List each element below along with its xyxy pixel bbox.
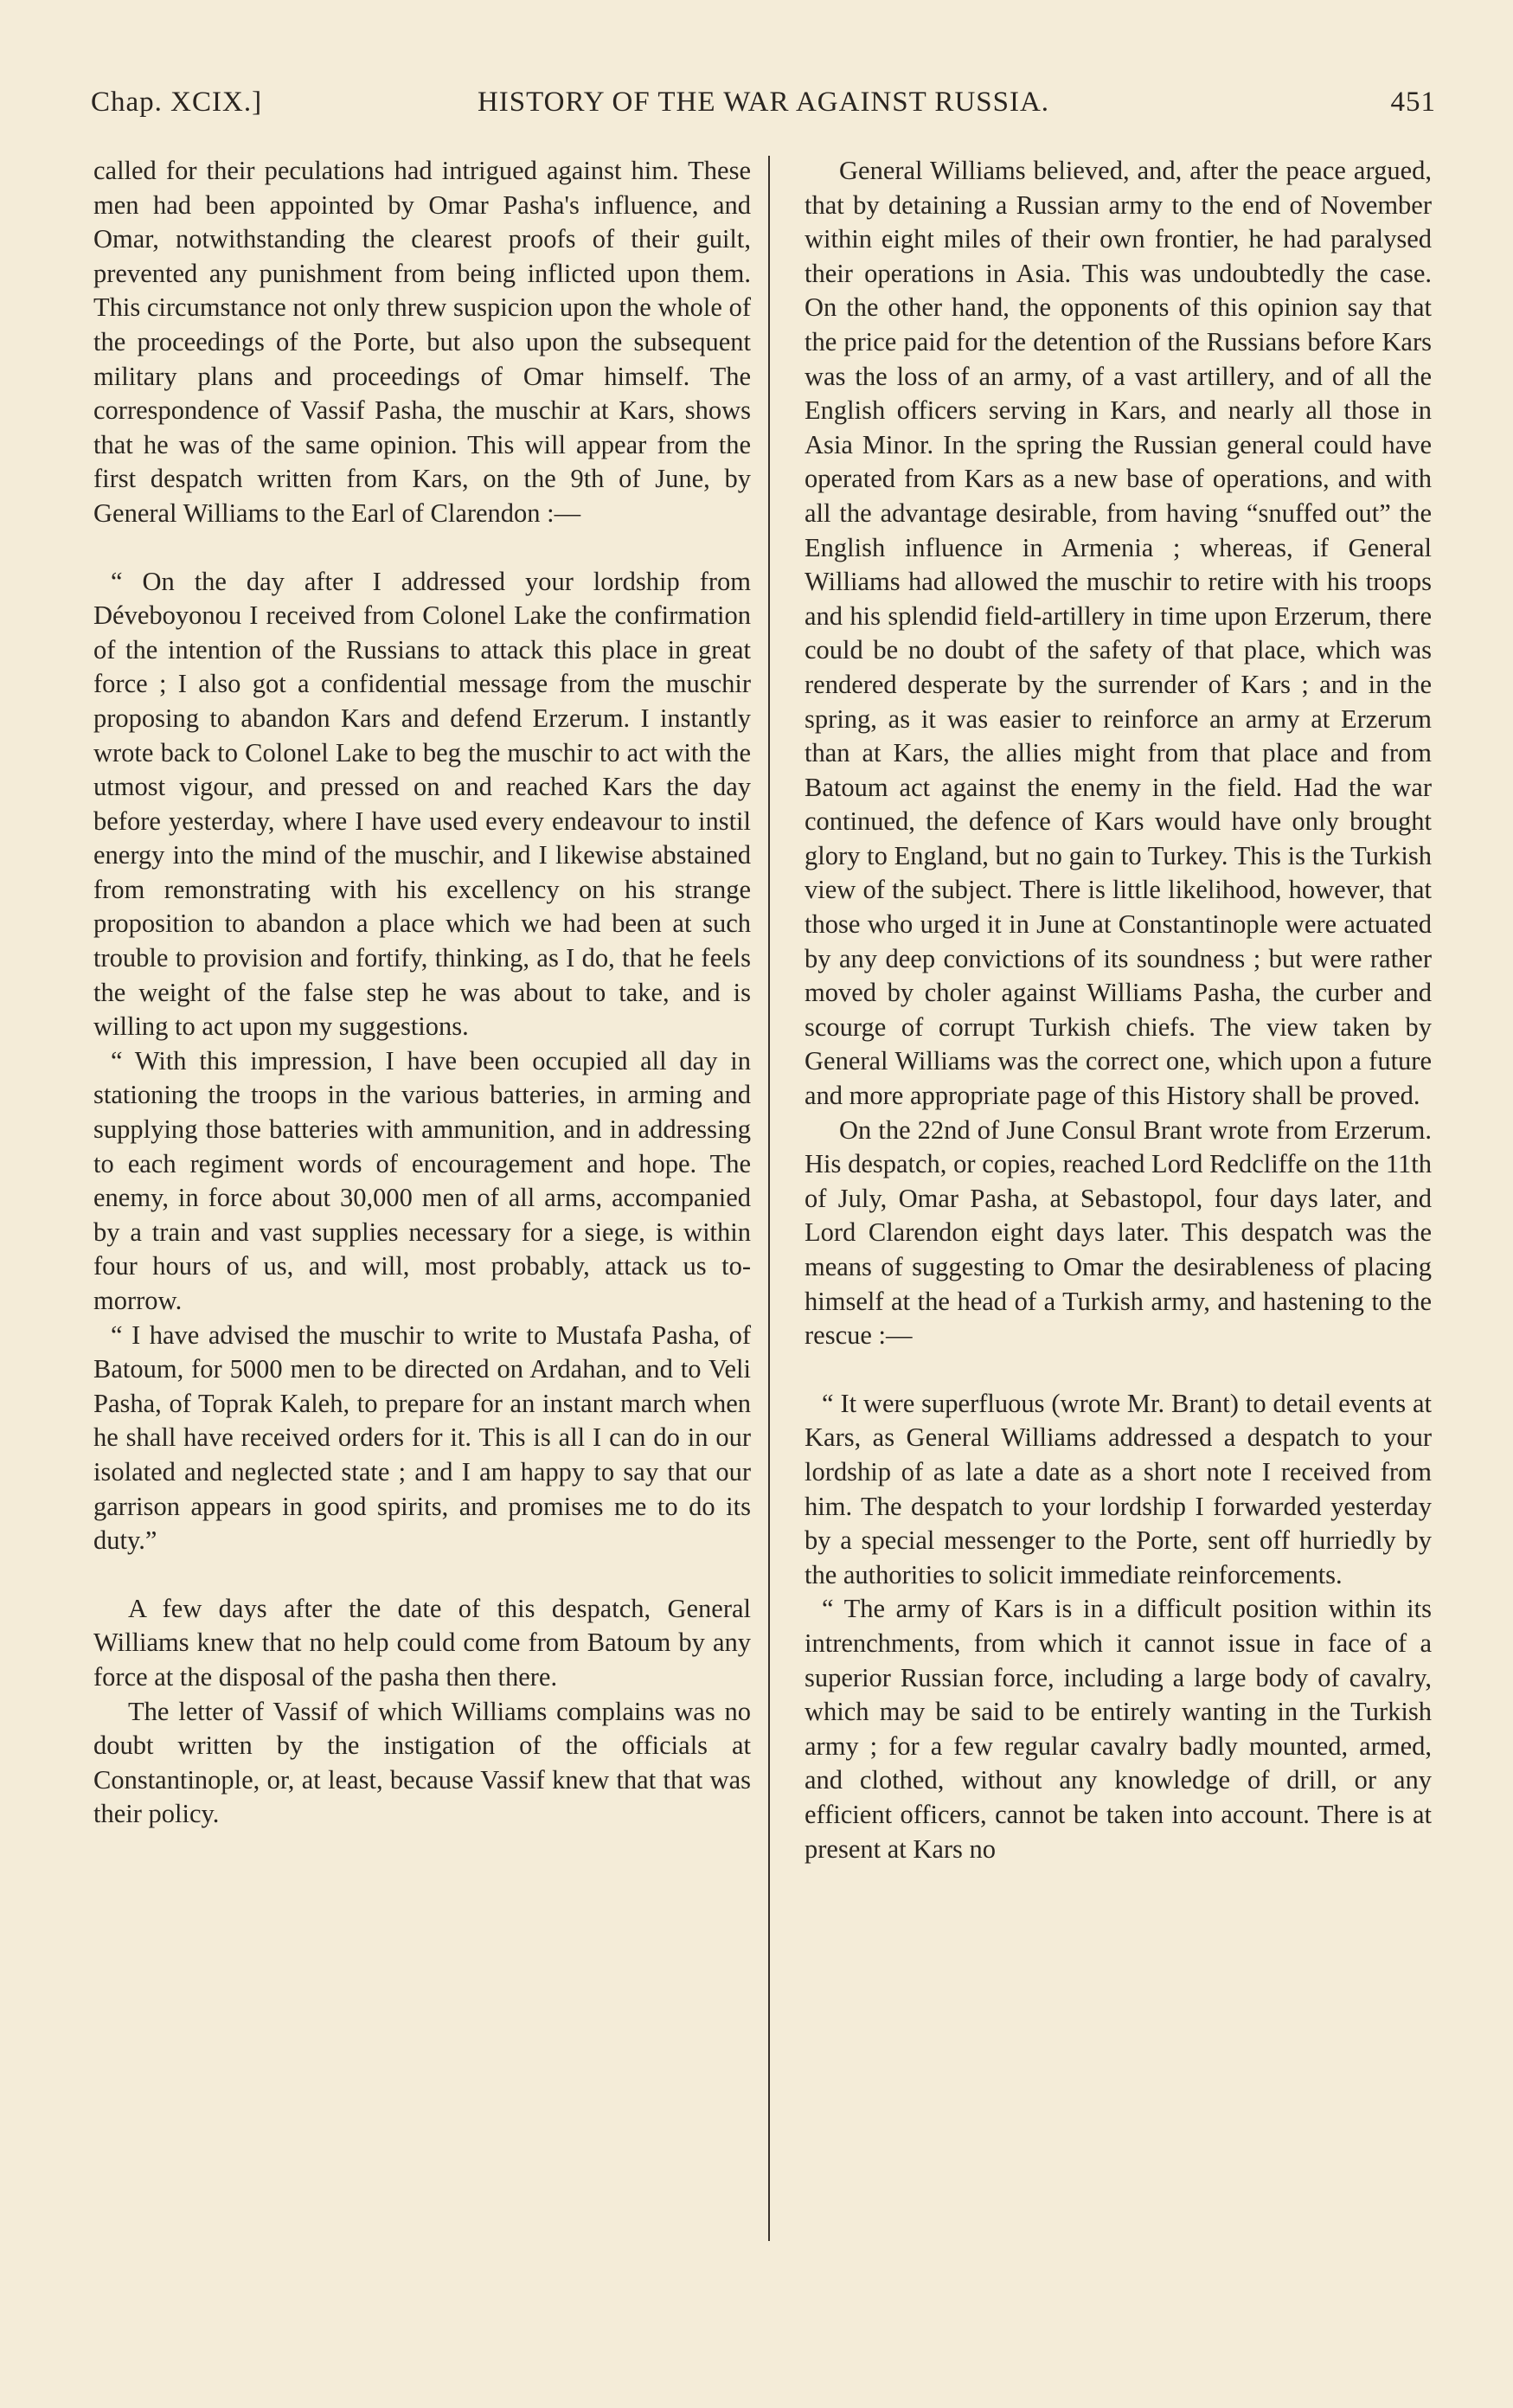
quoted-paragraph: “ On the day after I addressed your lordship from Déveboyonou I received from Colonel Lake the confirmation of the intention of the Russians to attack this place in great force ; I also got a confidential message from the muschir proposing to abandon Kars and defend Erzerum. I instantly wrote back to Colonel Lake to beg the muschir to act with the utmost vigour, and pressed on and reached Kars the day before yesterday, where I have used every endeavour to instil energy into the mind of the muschir, and I likewise abstained from remonstrating with his excellency on his strange proposition to abandon a place which we had been at such trouble to provision and fortify, thinking, as I do, that he feels the weight of the false step he was about to take, and is willing to act upon my suggestions.	[93, 566, 751, 1042]
paragraph: called for their peculations had intrigued against him. These men had been appointed by Omar Pasha's influence, and Omar, notwithstanding the clearest proofs of their guilt, prevented any punishment from being inflicted upon them. This circumstance not only threw suspicion upon the whole of the proceedings of the Porte, but also upon the subsequent military plans and proceedings of Omar himself. The correspondence of Vassif Pasha, the muschir at Kars, shows that he was of the same opinion. This will appear from the first despatch written from Kars, on the 9th of June, by General Williams to the Earl of Clarendon :—	[93, 156, 751, 528]
chapter-label: Chap. XCIX.]	[91, 87, 263, 118]
paragraph: On the 22nd of June Consul Brant wrote from Erzerum. His despatch, or copies, reached Lord Redcliffe on the 11th of July, Omar Pasha, at Sebastopol, four days later, and Lord Clarendon eight days later. This despatch was the means of suggesting to Omar the desirableness of placing himself at the head of a Turkish army, and hastening to the rescue :—	[805, 1114, 1432, 1351]
running-header	[91, 87, 1436, 130]
column-divider	[768, 156, 770, 2241]
page-number: 451	[1390, 87, 1436, 118]
quoted-paragraph: “ I have advised the muschir to write to Mustafa Pasha, of Batoum, for 5000 men to be directed on Ardahan, and to Veli Pasha, of Toprak Kaleh, to prepare for an instant march when he shall have received orders for it. This is all I can do in our isolated and neglected state ; and I am happy to say that our garrison appears in good spirits, and promises me to do its duty.”	[93, 1320, 751, 1556]
paragraph: The letter of Vassif of which Williams complains was no doubt written by the instigation of the officials at Constantinople, or, at least, because Vassif knew that that was their policy.	[93, 1696, 751, 1829]
running-title: HISTORY OF THE WAR AGAINST RUSSIA.	[477, 87, 1050, 118]
right-column	[805, 154, 1432, 1866]
left-column	[93, 154, 751, 1832]
paragraph: General Williams believed, and, after the peace argued, that by detaining a Russian army to the end of November within eight miles of their own frontier, he had paralysed their operations in Asia. This was undoubtedly the case. On the other hand, the opponents of this opinion say that the price paid for the detention of the Russians before Kars was the loss of an army, of a vast artillery, and of all the English officers serving in Kars, and nearly all those in Asia Minor. In the spring the Russian general could have operated from Kars as a new base of operations, and with all the advantage desirable, from having “snuffed out” the English influence in Armenia ; whereas, if General Williams had allowed the muschir to retire with his troops and his splendid field-artillery in time upon Erzerum, there could be no doubt of the safety of that place, which was rendered desperate by the surrender of Kars ; and in the spring, as it was easier to reinforce an army at Erzerum than at Kars, the allies might from that place and from Batoum act against the enemy in the field. Had the war continued, the defence of Kars would have only brought glory to England, but no gain to Turkey. This is the Turkish view of the subject. There is little likelihood, however, that those who urged it in June at Constantinople were actuated by any deep convictions of its soundness ; but were rather moved by choler against Williams Pasha, the curber and scourge of corrupt Turkish chiefs. The view taken by General Williams was the correct one, which upon a future and more appropriate page of this History shall be proved.	[805, 156, 1432, 1111]
quoted-paragraph: “ With this impression, I have been occupied all day in stationing the troops in the various batteries, in arming and supplying those batteries with ammunition, and in addressing to each regiment words of encouragement and hope. The enemy, in force about 30,000 men of all arms, accompanied by a train and vast supplies necessary for a siege, is within four hours of us, and will, most probably, attack us to-morrow.	[93, 1045, 751, 1315]
quoted-paragraph: “ The army of Kars is in a difficult position within its intrenchments, from which it cannot issue in face of a superior Russian force, including a large body of cavalry, which may be said to be entirely wanting in the Turkish army ; for a few regular cavalry badly mounted, armed, and clothed, without any knowledge of drill, or any efficient officers, cannot be taken into account. There is at present at Kars no	[805, 1594, 1432, 1864]
paragraph: A few days after the date of this despatch, General Williams knew that no help could come from Batoum by any force at the disposal of the pasha then there.	[93, 1593, 751, 1692]
quoted-paragraph: “ It were superfluous (wrote Mr. Brant) to detail events at Kars, as General Williams addressed a despatch to your lordship of as late a date as a short note I received from him. The despatch to your lordship I forwarded yesterday by a special messenger to the Porte, sent off hurriedly by the authorities to solicit immediate reinforcements.	[805, 1388, 1432, 1589]
